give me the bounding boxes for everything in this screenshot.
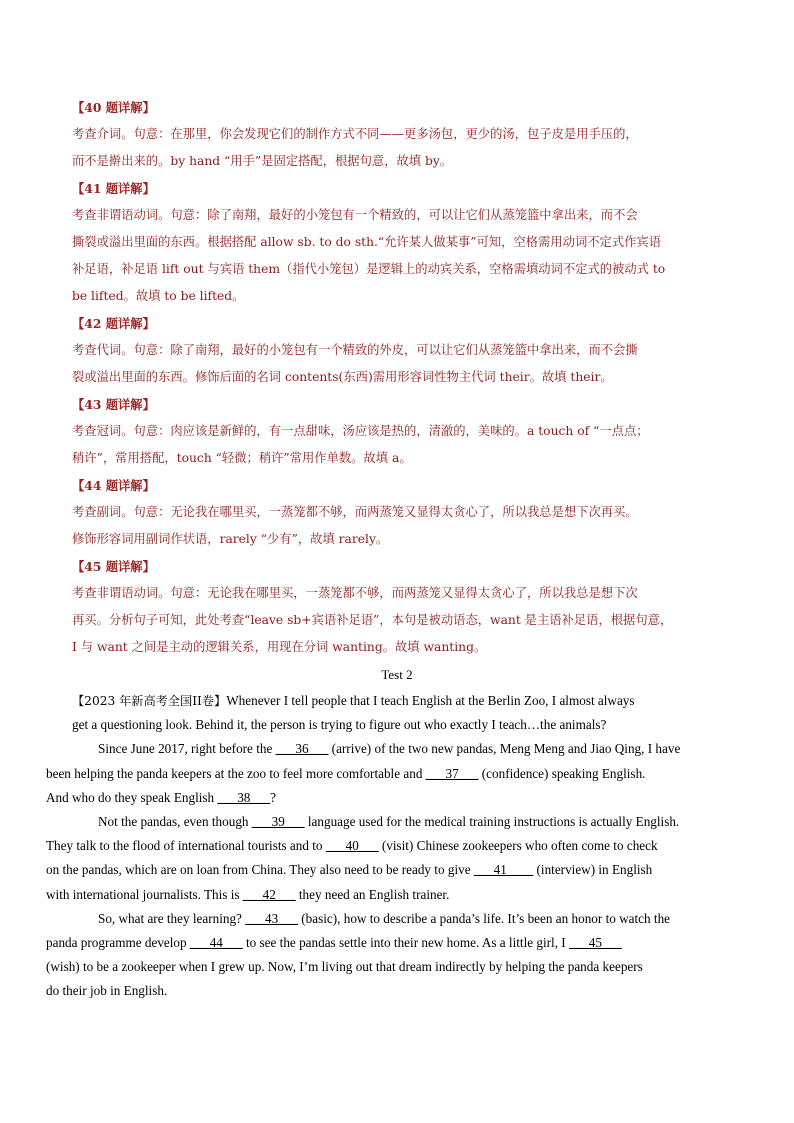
- passage-text: they need an English trainer.: [295, 886, 450, 902]
- explanation-43-line: 考查冠词。句意：肉应该是新鲜的，有一点甜味，汤应该是热的，清澈的，美味的。a touch of “一点点；: [72, 424, 649, 438]
- passage-text: (interview) in English: [533, 862, 653, 878]
- passage-text: Since June 2017, right before the: [98, 741, 276, 757]
- explanation-43-line: 稍许”，常用搭配，touch “轻微；稍许”常用作单数。故填 a。: [72, 451, 412, 465]
- passage-text: Not the pandas, even though: [98, 814, 252, 830]
- passage-text: do their job in English.: [46, 983, 168, 999]
- explanation-42-line: 考查代词。句意：除了南翔，最好的小笼包有一个精致的外皮，可以让它们从蒸笼篮中拿出来，而不会撕: [72, 343, 638, 357]
- passage-text: (confidence) speaking English.: [478, 765, 646, 781]
- passage-text: Whenever I tell people that I teach English at the Berlin Zoo, I almost always: [226, 693, 635, 708]
- explanation-45-line: 考查非谓语动词。句意：无论我在哪里买，一蒸笼都不够，而两蒸笼又显得太贪心了，所以我总是想下次: [72, 586, 638, 600]
- passage-text: language used for the medical training instructions is actually English.: [304, 814, 680, 830]
- passage-text: been helping the panda keepers at the zoo to feel more comfortable and: [46, 765, 426, 781]
- passage-text: And who do they speak English: [46, 789, 218, 805]
- passage-paragraph-2: [46, 737, 722, 810]
- explanation-45-line: I 与 want 之间是主动的逻辑关系，用现在分词 wanting。故填 wanting。: [72, 640, 487, 654]
- explanation-44-line: 考查副词。句意：无论我在哪里买，一蒸笼都不够，而两蒸笼又显得太贪心了，所以我总是想下次再买。: [72, 505, 638, 519]
- blank-37[interactable]: ___37___: [425, 765, 479, 781]
- passage-text: ?: [270, 789, 277, 805]
- passage-text: (visit) Chinese zookeepers who often come to check: [378, 838, 658, 854]
- passage-text: on the pandas, which are on loan from China. They also need to be ready to give: [46, 862, 474, 878]
- passage-text: (arrive) of the two new pandas, Meng Meng and Jiao Qing, I have: [328, 741, 681, 757]
- blank-39[interactable]: ___39___: [251, 814, 305, 830]
- explanation-44-line: 修饰形容词用副词作状语，rarely “少有”，故填 rarely。: [72, 532, 389, 546]
- reading-passage: [46, 689, 722, 1004]
- blank-43[interactable]: ___43___: [245, 910, 298, 926]
- blank-40[interactable]: ___40___: [325, 838, 379, 854]
- blank-38[interactable]: ___38___: [217, 789, 271, 805]
- passage-text: They talk to the flood of international tourists and to: [46, 838, 326, 854]
- explanation-45-line: 再买。分析句子可知，此处考查“leave sb+宾语补足语”，本句是被动语态，want 是主语补足语，根据句意，: [72, 613, 673, 627]
- blank-36[interactable]: ___36___: [275, 741, 329, 757]
- passage-text: to see the pandas settle into their new home. As a little girl, I: [242, 935, 569, 951]
- explanation-40-line: 而不是擀出来的。by hand “用手”是固定搭配，根据句意，故填 by。: [72, 154, 453, 168]
- explanation-42-header: 【42 题详解】: [72, 316, 155, 331]
- passage-paragraph-3: [46, 810, 722, 907]
- passage-text: (wish) to be a zookeeper when I grew up. Now, I’m living out that dream indirectly by helping the panda keepers: [46, 959, 643, 975]
- passage-text: get a questioning look. Behind it, the person is trying to figure out who exactly I teach…the animals?: [72, 717, 607, 733]
- passage-paragraph-1: [72, 689, 722, 737]
- explanation-41-line: be lifted。故填 to be lifted。: [72, 289, 245, 303]
- test-title: Test 2: [381, 667, 413, 682]
- explanation-41-header: 【41 题详解】: [72, 181, 155, 196]
- explanation-40-header: 【40 题详解】: [72, 100, 155, 115]
- passage-text: panda programme develop: [46, 935, 190, 951]
- explanation-42-line: 裂或溢出里面的东西。修饰后面的名词 contents(东西)需用形容词性物主代词 their。故填 their。: [72, 370, 613, 384]
- exam-source-label: 【2023 年新高考全国II卷】: [72, 694, 227, 708]
- passage-text: (basic), how to describe a panda’s life. It’s been an honor to watch the: [297, 910, 671, 926]
- passage-text: with international journalists. This is: [46, 886, 243, 902]
- explanation-40-line: 考查介词。句意：在那里，你会发现它们的制作方式不同——更多汤包，更少的汤，包子皮是用手压的，: [72, 127, 638, 141]
- blank-44[interactable]: ___44___: [189, 935, 243, 951]
- explanation-45-header: 【45 题详解】: [72, 559, 155, 574]
- passage-paragraph-4: [46, 907, 722, 1004]
- explanation-41-line: 补足语，补足语 lift out 与宾语 them（指代小笼包）是逻辑上的动宾关系，空格需填动词不定式的被动式 to: [72, 262, 666, 276]
- blank-42[interactable]: ___42___: [242, 886, 296, 902]
- blank-45[interactable]: ___45___: [569, 935, 622, 951]
- passage-text: So, what are they learning?: [98, 910, 246, 926]
- explanation-43-header: 【43 题详解】: [72, 397, 155, 412]
- explanation-44-header: 【44 题详解】: [72, 478, 155, 493]
- explanation-41-line: 考查非谓语动词。句意：除了南翔，最好的小笼包有一个精致的，可以让它们从蒸笼篮中拿出来，而不会: [72, 208, 638, 222]
- blank-41[interactable]: ___41____: [473, 862, 534, 878]
- explanation-41-line: 撕裂或溢出里面的东西。根据搭配 allow sb. to do sth.“允许某人做某事”可知，空格需用动词不定式作宾语: [72, 235, 662, 249]
- explanation-list: [72, 94, 722, 661]
